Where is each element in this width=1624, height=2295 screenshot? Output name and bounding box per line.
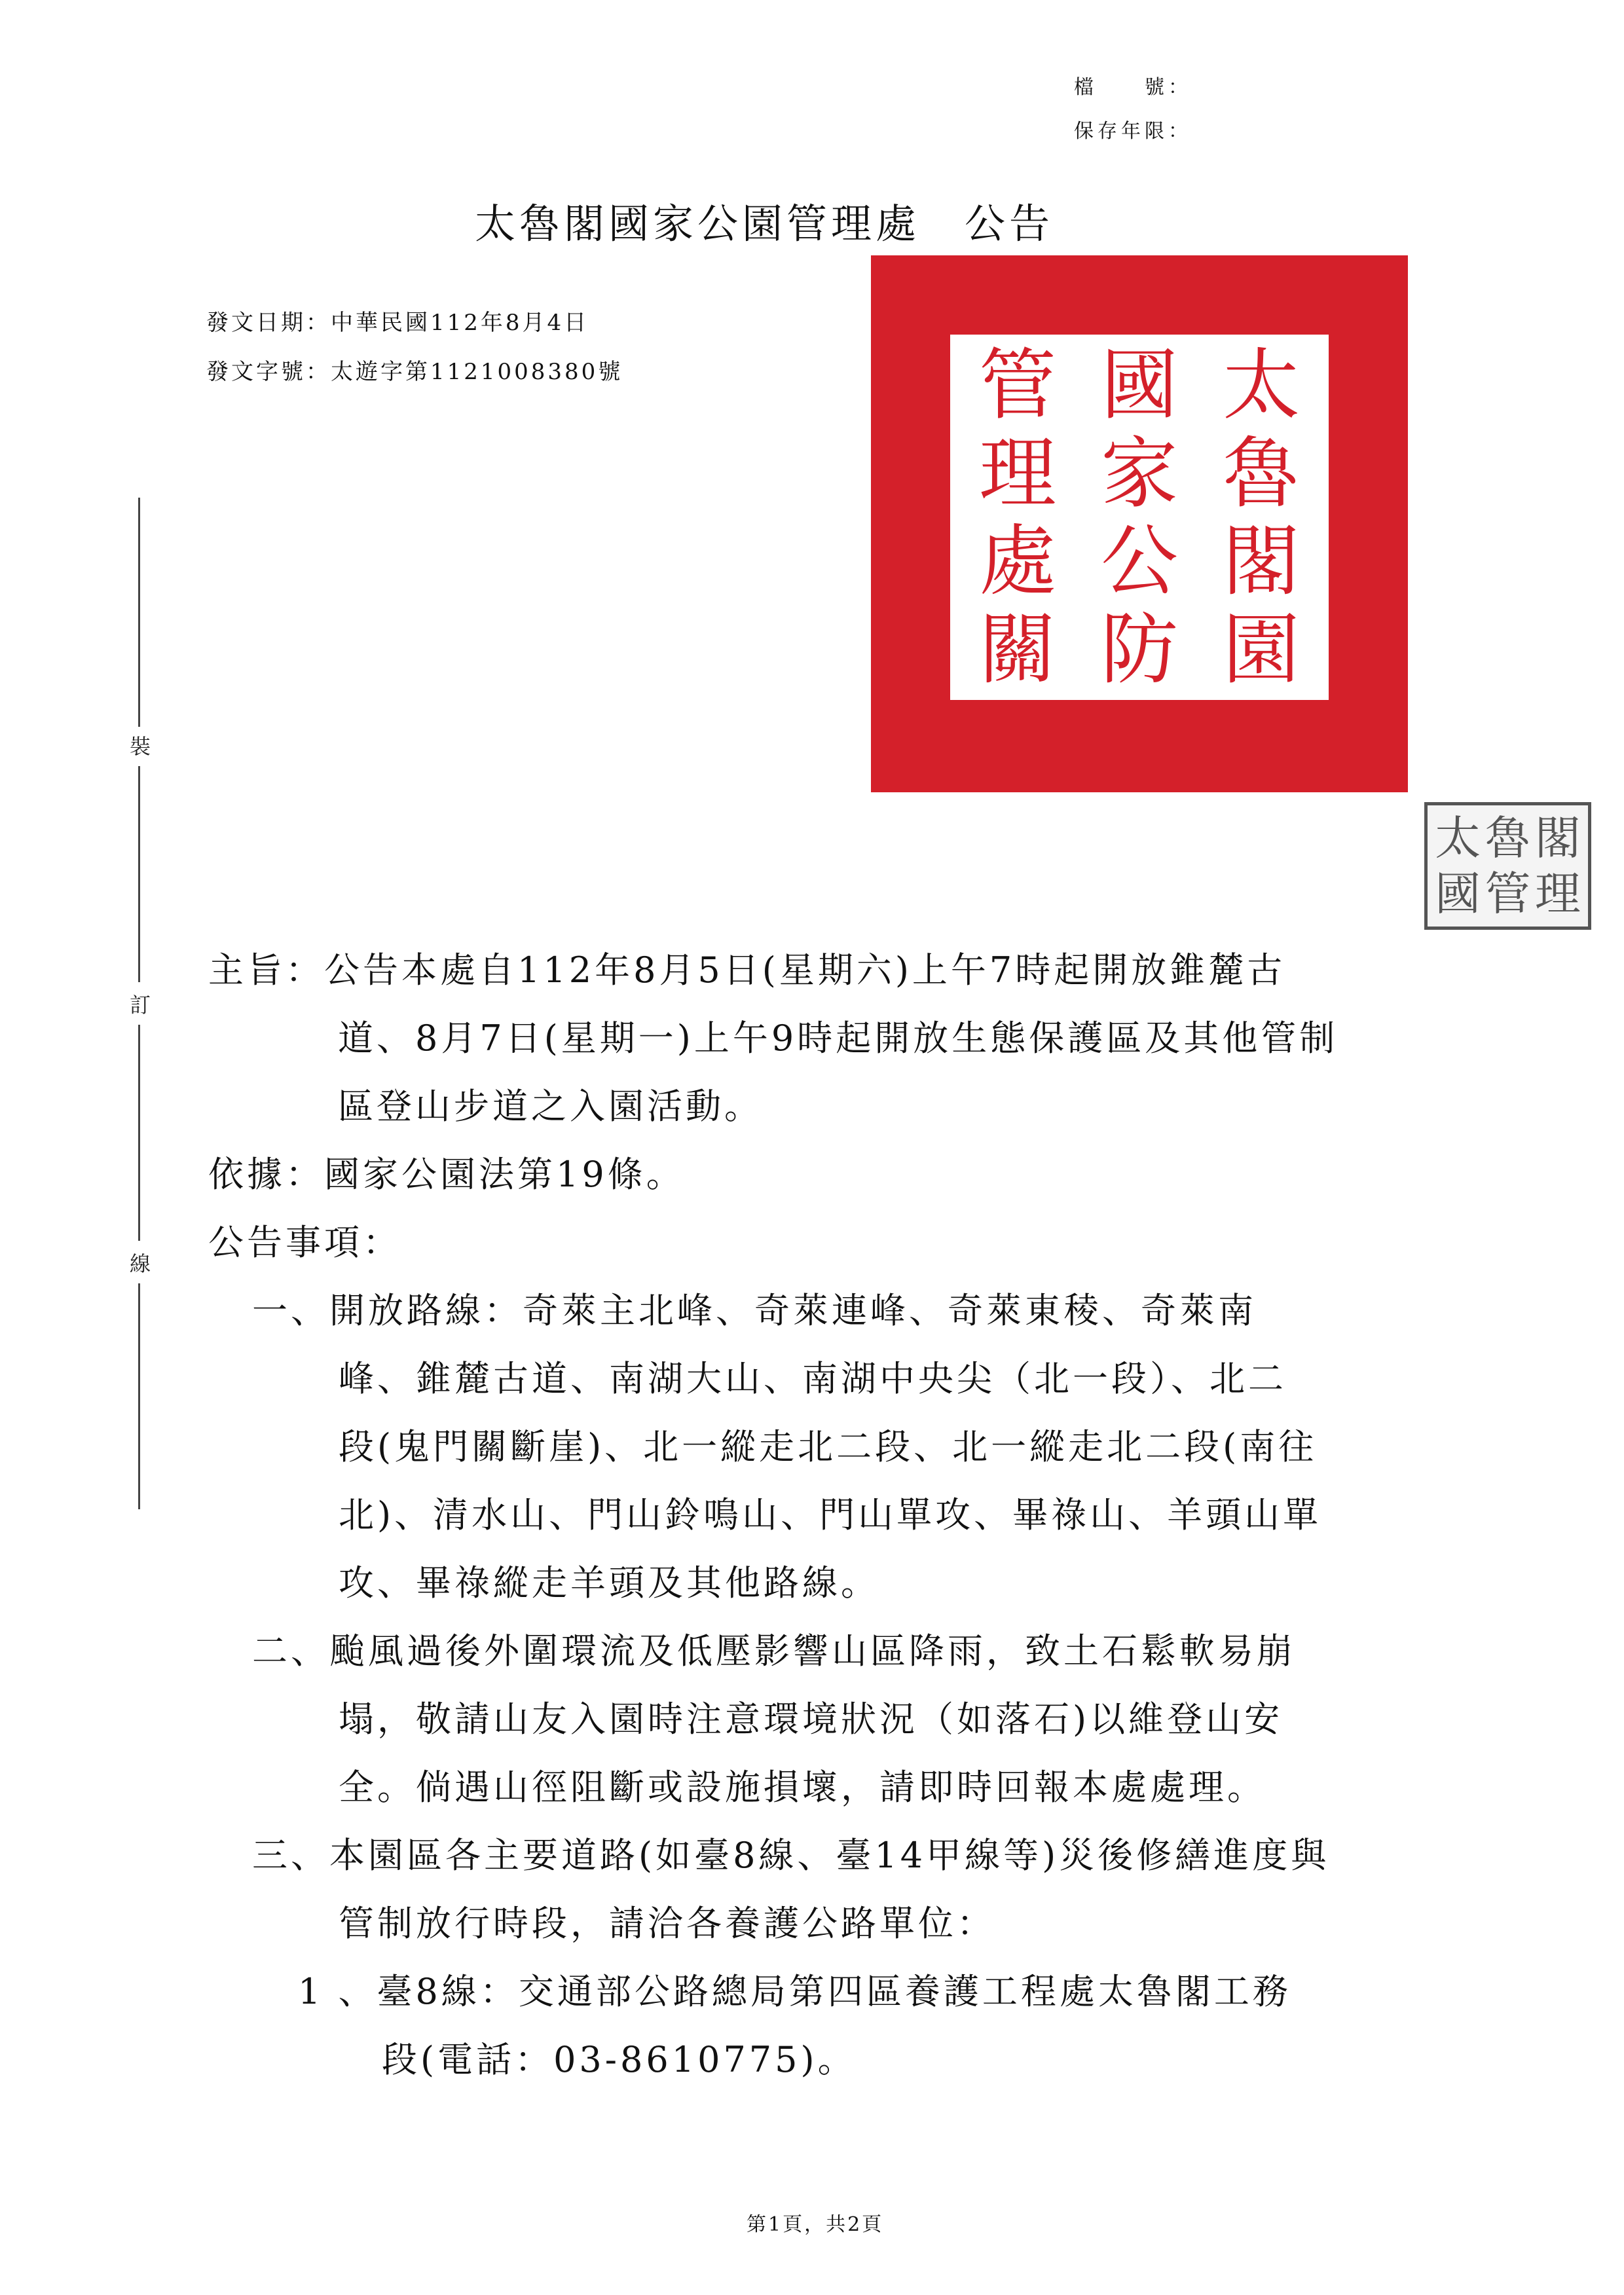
seal-char: 管 (978, 340, 1056, 431)
seal-char: 理 (978, 428, 1056, 519)
item-1-line: 攻、畢祿縱走羊頭及其他路線。 (339, 1562, 879, 1604)
items-label: 公告事項： (208, 1222, 401, 1263)
retention-period-label: 保存年限： (1074, 120, 1192, 143)
document-number: 發文字號：太遊字第1121008380號 (206, 359, 623, 385)
seal-char: 公 (1100, 516, 1178, 607)
item-1-line: 段(鬼門關斷崖)、北一縱走北二段、北一縱走北二段(南往 (339, 1426, 1318, 1467)
basis-line: 依據：國家公園法第19條。 (208, 1154, 685, 1195)
seal-char: 處 (978, 516, 1056, 607)
seal-char: 魯 (1222, 428, 1300, 519)
issue-date: 發文日期：中華民國112年8月4日 (206, 310, 589, 336)
seal-char: 家 (1100, 428, 1178, 519)
small-stamp-char: 理 (1534, 866, 1581, 921)
item-2-line: 二、颱風過後外圍環流及低壓影響山區降雨，致土石鬆軟易崩 (252, 1630, 1295, 1672)
item-2-line: 塌，敬請山友入園時注意環境狀況（如落石)以維登山安 (339, 1698, 1283, 1740)
item-3-line: 管制放行時段，請洽各養護公路單位： (339, 1903, 995, 1944)
small-stamp-char: 太 (1435, 811, 1481, 866)
purpose-line: 區登山步道之入園活動。 (338, 1086, 763, 1127)
item-1 (252, 1277, 1321, 1617)
binding-char-zhuang: 裝 (130, 734, 151, 759)
seal-char: 防 (1100, 604, 1178, 695)
file-number-label: 檔 號： (1074, 76, 1192, 99)
small-stamp (1424, 802, 1591, 930)
seal-char: 園 (1222, 604, 1300, 695)
binding-char-xian: 線 (130, 1251, 151, 1276)
item-1-line: 一、開放路線：奇萊主北峰、奇萊連峰、奇萊東稜、奇萊南 (252, 1290, 1257, 1331)
binding-line-mid2 (138, 1025, 140, 1241)
page-number: 第1頁，共2頁 (747, 2213, 884, 2236)
purpose-section (208, 936, 1338, 1141)
binding-line-top (138, 498, 140, 727)
item-2-line: 全。倘遇山徑阻斷或設施損壞，請即時回報本處處理。 (339, 1767, 1266, 1808)
binding-line-bottom (138, 1283, 140, 1509)
small-stamp-char: 閣 (1534, 811, 1581, 866)
purpose-line: 主旨：公告本處自112年8月5日(星期六)上午7時起開放錐麓古 (208, 949, 1286, 991)
small-stamp-char: 國 (1435, 866, 1481, 921)
small-stamp-char: 魯 (1485, 811, 1531, 866)
sub-item-1 (298, 1958, 1291, 2094)
item-3 (252, 1822, 1329, 1958)
item-3-line: 三、本園區各主要道路(如臺8線、臺14甲線等)災後修繕進度與 (252, 1835, 1330, 1876)
small-stamp-char: 管 (1485, 866, 1531, 921)
item-1-line: 峰、錐麓古道、南湖大山、南湖中央尖（北一段）、北二 (339, 1358, 1287, 1399)
seal-char: 國 (1100, 340, 1178, 431)
seal-char: 關 (978, 604, 1056, 695)
seal-char: 太 (1222, 340, 1300, 431)
binding-char-ding: 訂 (130, 993, 151, 1018)
sub-item-1-line: 段(電話：03-8610775)。 (382, 2039, 857, 2080)
purpose-line: 道、8月7日(星期一)上午9時起開放生態保護區及其他管制 (338, 1018, 1338, 1059)
item-1-line: 北)、清水山、門山鈴鳴山、門山單攻、畢祿山、羊頭山單 (339, 1494, 1322, 1535)
official-seal (871, 255, 1408, 792)
seal-inner-frame (946, 331, 1333, 704)
sub-item-1-line: 1 、臺8線：交通部公路總局第四區養護工程處太魯閣工務 (298, 1971, 1291, 2012)
binding-line-mid (138, 766, 140, 982)
item-2 (252, 1617, 1295, 1822)
document-title: 太魯閣國家公園管理處 公告 (475, 200, 1054, 248)
seal-char: 閣 (1222, 516, 1300, 607)
